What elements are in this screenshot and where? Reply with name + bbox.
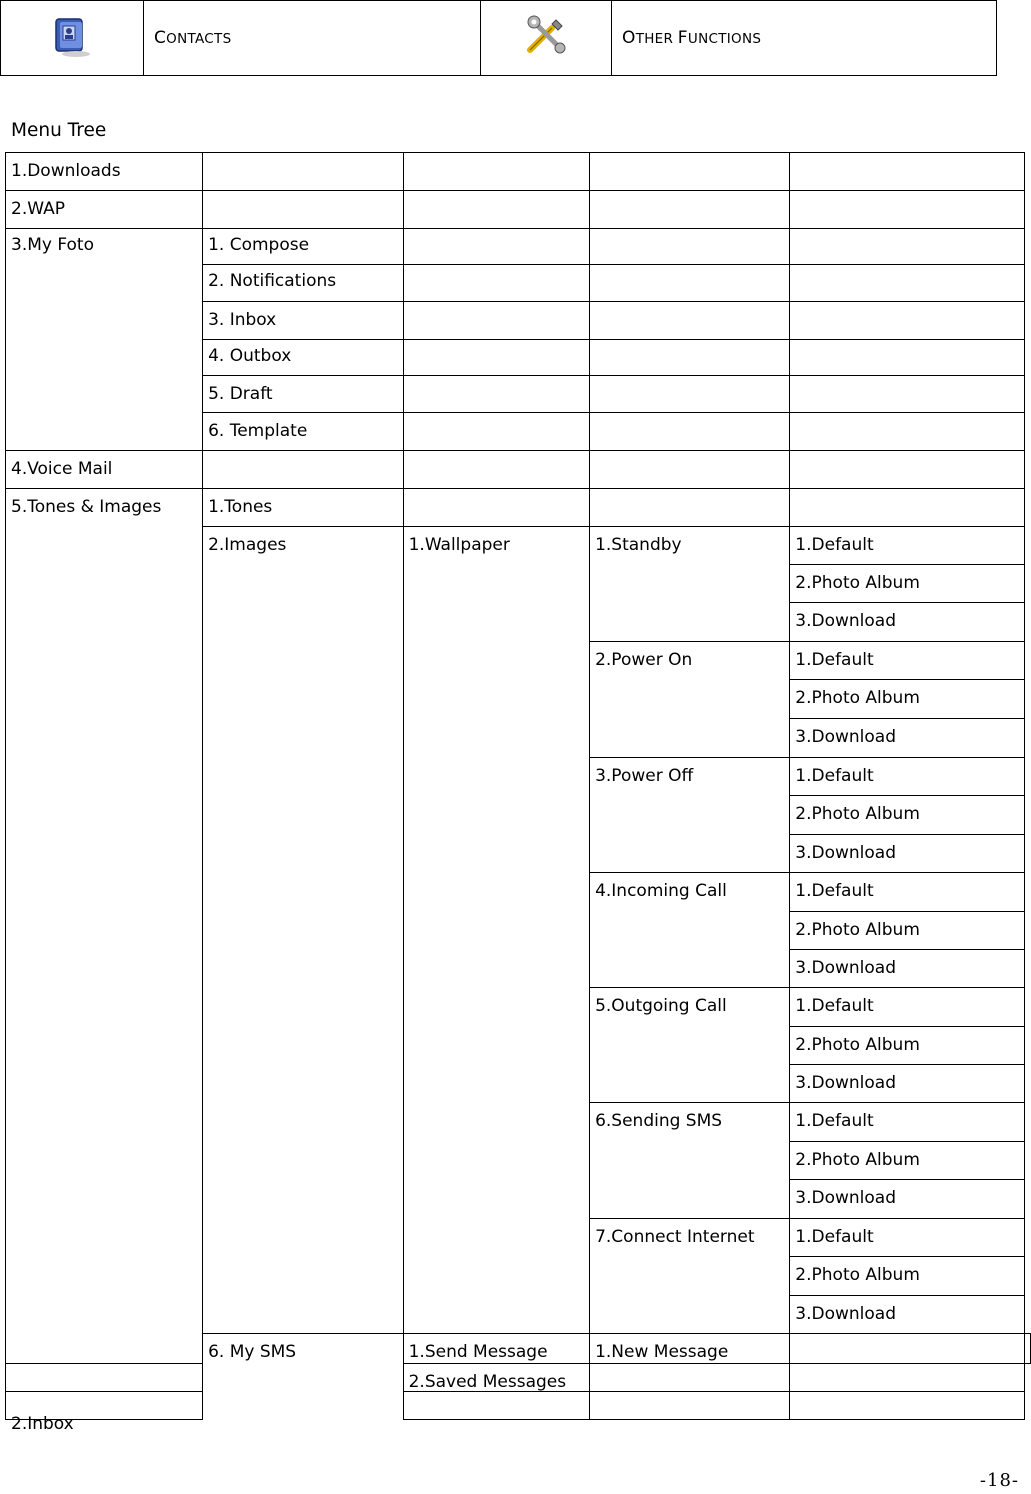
contacts-icon-cell: [1, 1, 144, 76]
my-foto-item: 1. Compose: [203, 229, 404, 265]
functions-rest: UNCTIONS: [687, 31, 762, 47]
wallpaper-option: 2.Photo Album: [790, 680, 1025, 719]
wallpaper-item: 2.Power On: [590, 642, 790, 758]
wallpaper-option: 3.Download: [790, 1180, 1025, 1219]
table-row: [6, 451, 1031, 489]
section-title: Menu Tree: [11, 120, 107, 141]
contacts-first-letter: C: [154, 28, 167, 48]
menu-wallpaper: 1.Wallpaper: [403, 527, 589, 1334]
wallpaper-item: 1.Standby: [590, 527, 790, 642]
contacts-header: [144, 1, 481, 76]
menu-tones-images: 5.Tones & Images: [6, 489, 203, 1364]
tools-icon: [522, 12, 570, 60]
other-rest: THER: [635, 31, 678, 47]
my-foto-item: 5. Draft: [203, 376, 404, 413]
wallpaper-item: 5.Outgoing Call: [590, 988, 790, 1103]
wallpaper-option: 1.Default: [790, 1103, 1025, 1142]
menu-downloads: 1.Downloads: [6, 153, 203, 191]
wallpaper-option: 2.Photo Album: [790, 1027, 1025, 1065]
wallpaper-option: 3.Download: [790, 1296, 1025, 1334]
menu-images: 2.Images: [203, 527, 404, 1334]
wallpaper-option: 3.Download: [790, 835, 1025, 873]
wallpaper-option: 2.Photo Album: [790, 565, 1025, 603]
other-functions-header: [612, 1, 997, 76]
header-table: [0, 0, 997, 76]
wallpaper-item: 4.Incoming Call: [590, 873, 790, 988]
menu-wap: 2.WAP: [6, 191, 203, 229]
table-row: [6, 1364, 1031, 1392]
wallpaper-item: 3.Power Off: [590, 758, 790, 873]
other-first-letter: O: [622, 28, 636, 48]
wallpaper-option: 2.Photo Album: [790, 1142, 1025, 1180]
wallpaper-option: 2.Photo Album: [790, 912, 1025, 950]
wallpaper-option: 1.Default: [790, 527, 1025, 565]
wallpaper-option: 3.Download: [790, 603, 1025, 642]
page-number: -18-: [979, 1470, 1019, 1491]
wallpaper-option: 3.Download: [790, 719, 1025, 758]
menu-my-sms: 6. My SMS: [203, 1334, 404, 1420]
wallpaper-option: 1.Default: [790, 642, 1025, 680]
wallpaper-item: 6.Sending SMS: [590, 1103, 790, 1219]
table-row: [6, 229, 1031, 265]
table-row: [6, 153, 1031, 191]
my-foto-item: 6. Template: [203, 413, 404, 451]
menu-new-message: 1.New Message: [590, 1334, 790, 1364]
my-foto-item: 3. Inbox: [203, 302, 404, 340]
wallpaper-option: 3.Download: [790, 950, 1025, 988]
menu-my-foto: 3.My Foto: [6, 229, 203, 451]
functions-first-letter: F: [677, 28, 688, 48]
table-row: [6, 489, 1031, 527]
wallpaper-option: 2.Photo Album: [790, 796, 1025, 835]
menu-saved-messages: 2.Saved Messages: [403, 1364, 589, 1392]
wallpaper-option: 1.Default: [790, 988, 1025, 1027]
wallpaper-option: 3.Download: [790, 1065, 1025, 1103]
menu-inbox: 2.Inbox: [6, 1392, 203, 1420]
wallpaper-item: 7.Connect Internet: [590, 1219, 790, 1334]
wallpaper-option: 1.Default: [790, 1219, 1025, 1257]
wallpaper-option: 1.Default: [790, 873, 1025, 912]
wallpaper-option: 1.Default: [790, 758, 1025, 796]
my-foto-item: 2. Notifications: [203, 265, 404, 302]
address-book-icon: [50, 14, 94, 58]
menu-tones: 1.Tones: [203, 489, 404, 527]
wallpaper-option: 2.Photo Album: [790, 1257, 1025, 1296]
my-foto-item: 4. Outbox: [203, 340, 404, 376]
menu-tree-table: [5, 152, 1031, 1434]
contacts-rest: ONTACTS: [166, 31, 232, 47]
other-functions-icon-cell: [481, 1, 612, 76]
table-row: [6, 1392, 1031, 1420]
menu-send-message: 1.Send Message: [403, 1334, 589, 1364]
table-row: [6, 191, 1031, 229]
menu-voice-mail: 4.Voice Mail: [6, 451, 203, 489]
